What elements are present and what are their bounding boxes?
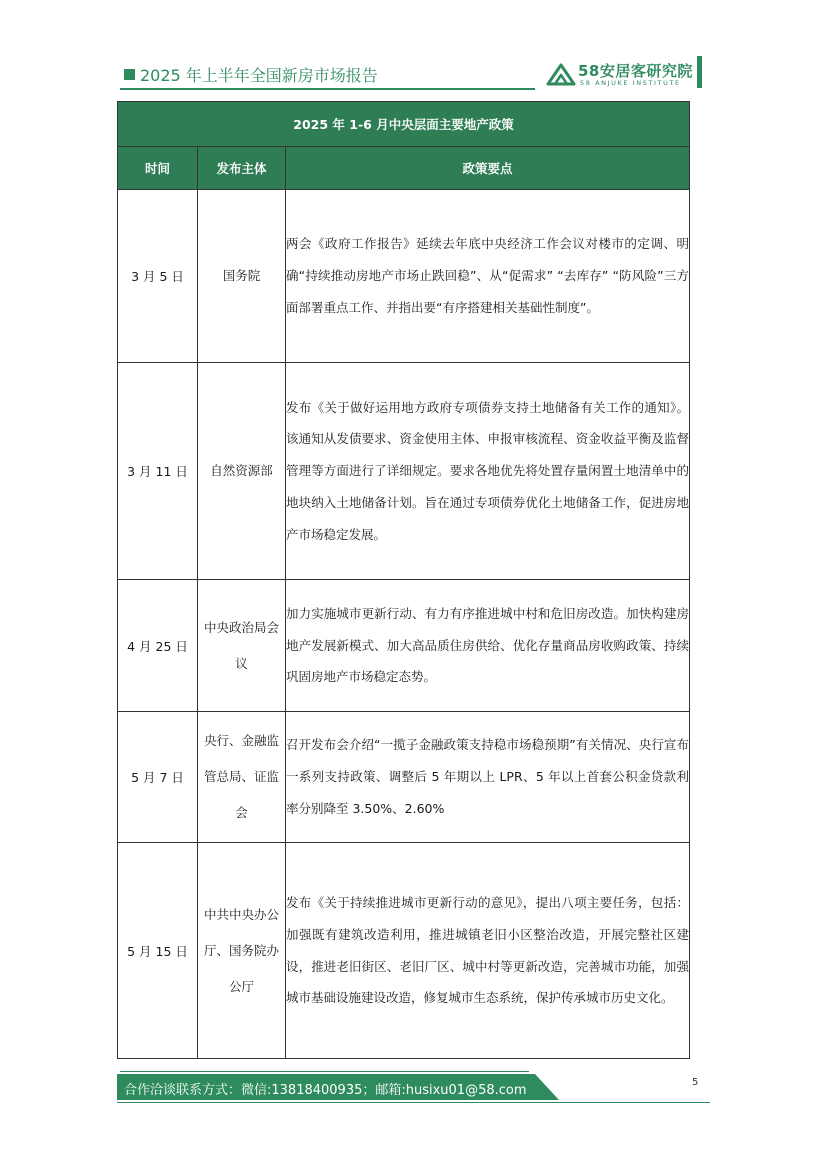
row-issuer: 中共中央办公厅、国务院办公厅 — [198, 843, 286, 1059]
row-issuer: 自然资源部 — [198, 363, 286, 580]
row-issuer: 国务院 — [198, 190, 286, 363]
table-header-row — [118, 147, 690, 190]
row-points: 加力实施城市更新行动、有力有序推进城中村和危旧房改造。加快构建房地产发展新模式、加大高品质住房供给、优化存量商品房收购政策、持续巩固房地产市场稳定态势。 — [286, 580, 690, 712]
row-date: 3 月 11 日 — [118, 363, 198, 580]
row-points: 两会《政府工作报告》延续去年底中央经济工作会议对楼市的定调、明确“持续推动房地产市场止跌回稳”、从“促需求” “去库存” “防风险”三方面部署重点工作、并指出要“有序搭建相关基础性制度”。 — [286, 190, 690, 363]
row-points: 发布《关于持续推进城市更新行动的意见》，提出八项主要任务，包括：加强既有建筑改造利用，推进城镇老旧小区整治改造，开展完整社区建设，推进老旧街区、老旧厂区、城中村等更新改造，完善城市功能，加强城市基础设施建设改造，修复城市生态系统，保护传承城市历史文化。 — [286, 843, 690, 1059]
table-row — [118, 580, 690, 712]
row-points: 召开发布会介绍“一揽子金融政策支持稳市场稳预期”有关情况、央行宣布一系列支持政策、调整后 5 年期以上 LPR、5 年以上首套公积金贷款利率分别降至 3.50%、2.60% — [286, 712, 690, 843]
row-date: 4 月 25 日 — [118, 580, 198, 712]
table-row — [118, 190, 690, 363]
logo-name: 58安居客研究院 — [578, 62, 693, 80]
row-date: 5 月 15 日 — [118, 843, 198, 1059]
table-row — [118, 843, 690, 1059]
column-header-issuer: 发布主体 — [198, 147, 286, 190]
row-points: 发布《关于做好运用地方政府专项债券支持土地储备有关工作的通知》。该通知从发债要求、资金使用主体、申报审核流程、资金收益平衡及监督管理等方面进行了详细规定。要求各地优先将处置存量闲置土地清单中的地块纳入土地储备计划。旨在通过专项债券优化土地储备工作，促进房地产市场稳定发展。 — [286, 363, 690, 580]
contact-info: 合作洽谈联系方式：微信:13818400935；邮箱:husixu01@58.com — [124, 1083, 527, 1098]
policy-table — [117, 101, 690, 1059]
report-title-text: 2025 年上半年全国新房市场报告 — [140, 66, 378, 85]
header-accent-bar — [697, 56, 702, 88]
header-divider — [120, 88, 535, 90]
table-row — [118, 363, 690, 580]
page-number: 5 — [692, 1077, 699, 1088]
column-header-points: 政策要点 — [286, 147, 690, 190]
house-logo-icon — [546, 62, 576, 86]
column-header-date: 时间 — [118, 147, 198, 190]
logo-subtitle: 58 ANJUKE INSTITUTE — [580, 79, 681, 87]
table-title: 2025 年 1-6 月中央层面主要地产政策 — [118, 102, 690, 147]
report-title — [124, 63, 378, 86]
row-issuer: 中央政治局会议 — [198, 580, 286, 712]
row-date: 5 月 7 日 — [118, 712, 198, 843]
title-bullet-icon — [124, 69, 135, 80]
table-row — [118, 712, 690, 843]
institute-logo — [546, 58, 691, 92]
row-issuer: 央行、金融监管总局、证监会 — [198, 712, 286, 843]
table-title-row — [118, 102, 690, 147]
row-date: 3 月 5 日 — [118, 190, 198, 363]
